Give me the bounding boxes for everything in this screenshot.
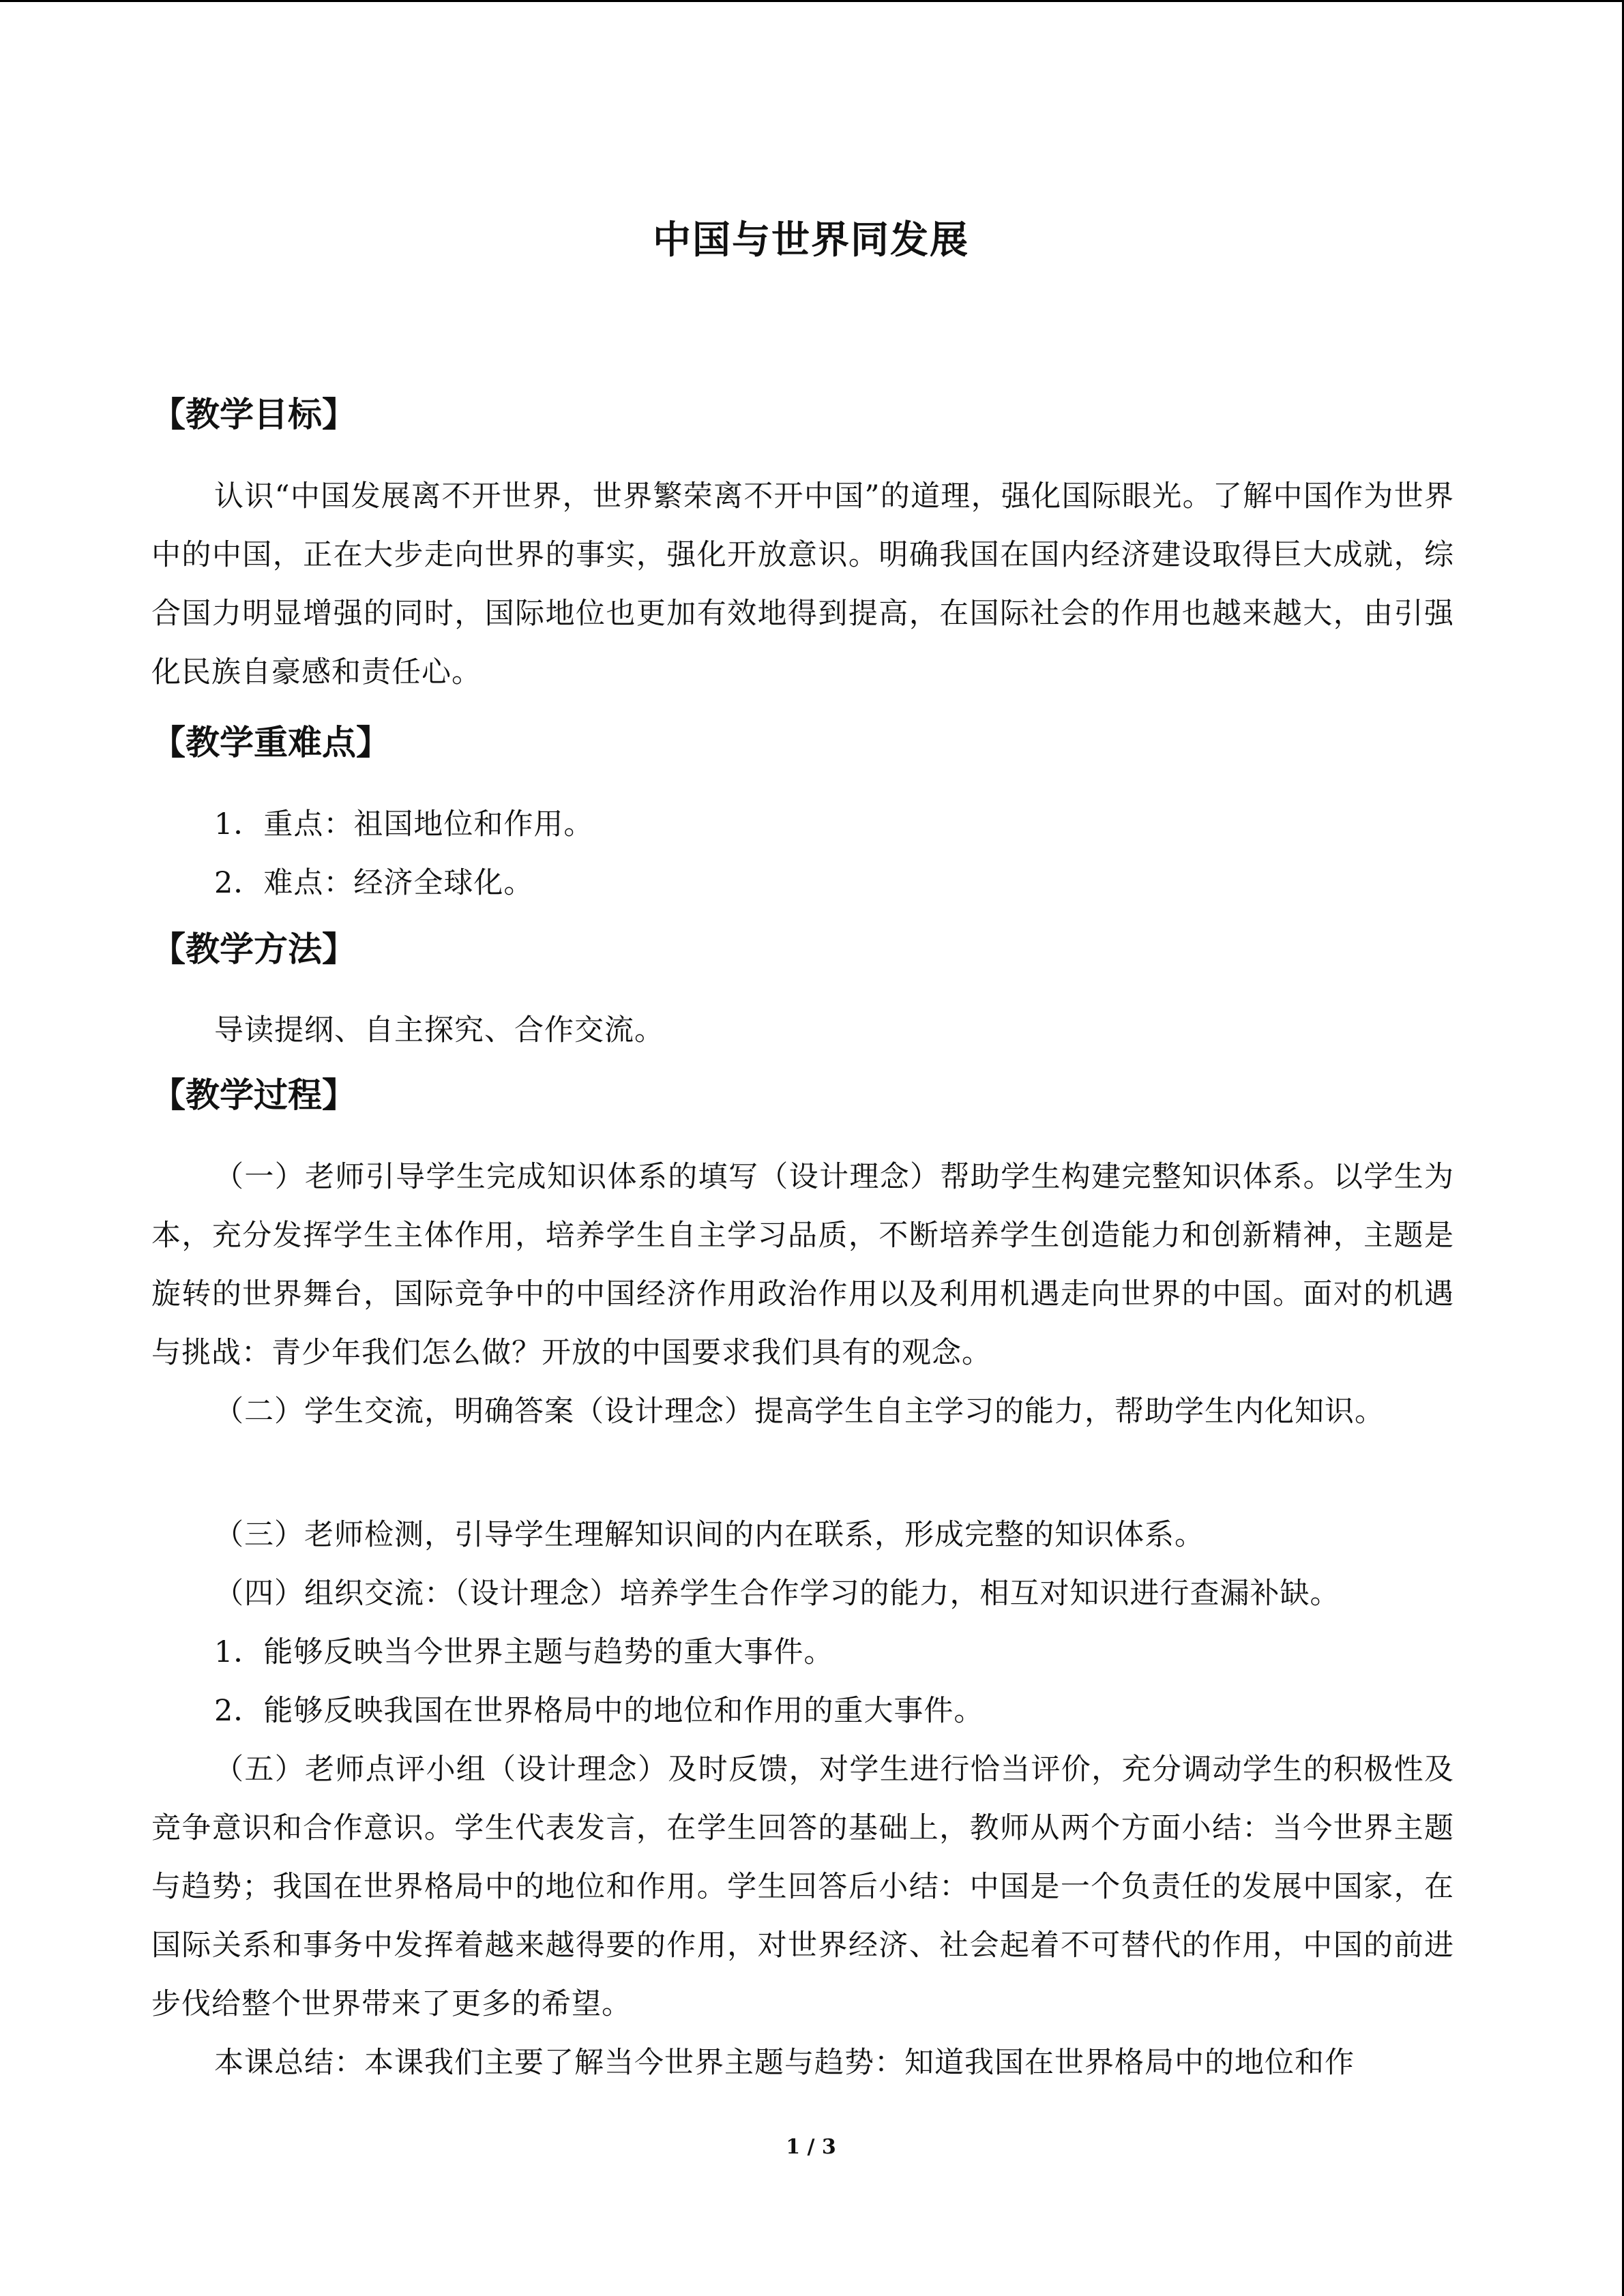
methods-text: 导读提纲、自主探究、合作交流。 [214, 1013, 664, 1047]
process-list-item-1: 1．能够反映当今世界主题与趋势的重大事件。 [214, 1635, 834, 1669]
document-title: 中国与世界同发展 [653, 218, 969, 263]
difficult-point-item: 2．难点：经济全球化。 [214, 866, 534, 900]
process-paragraph-4: （四）组织交流：（设计理念）培养学生合作学习的能力，相互对知识进行查漏补缺。 [214, 1577, 1340, 1611]
heading-key-points: 【教学重难点】 [151, 723, 390, 762]
heading-methods: 【教学方法】 [151, 929, 356, 969]
page-number: 1 / 3 [786, 2135, 836, 2159]
heading-objectives: 【教学目标】 [151, 395, 356, 434]
objectives-paragraph: 认识“中国发展离不开世界，世界繁荣离不开中国”的道理，强化国际眼光。了解中国作为世界中的中国，正在大步走向世界的事实，强化开放意识。明确我国在国内经济建设取得巨大成就，综合国力明显增强的同时，国际地位也更加有效地得到提高，在国际社会的作用也越来越大，由引强化民族自豪感和责任心。 [151, 479, 1454, 689]
process-paragraph-1: （一）老师引导学生完成知识体系的填写（设计理念）帮助学生构建完整知识体系。以学生为本，充分发挥学生主体作用，培养学生自主学习品质，不断培养学生创造能力和创新精神，主题是旋转的世界舞台，国际竞争中的中国经济作用政治作用以及利用机遇走向世界的中国。面对的机遇与挑战：青少年我们怎么做？开放的中国要求我们具有的观念。 [151, 1160, 1454, 1370]
process-paragraph-3: （三）老师检测，引导学生理解知识间的内在联系，形成完整的知识体系。 [214, 1518, 1205, 1552]
key-point-item: 1．重点：祖国地位和作用。 [214, 807, 594, 841]
process-list-item-2: 2．能够反映我国在世界格局中的地位和作用的重大事件。 [214, 1694, 984, 1728]
lesson-summary: 本课总结：本课我们主要了解当今世界主题与趋势：知道我国在世界格局中的地位和作 [214, 2046, 1355, 2080]
process-paragraph-2: （二）学生交流，明确答案（设计理念）提高学生自主学习的能力，帮助学生内化知识。 [214, 1395, 1385, 1429]
heading-process: 【教学过程】 [151, 1075, 356, 1115]
process-paragraph-5: （五）老师点评小组（设计理念）及时反馈，对学生进行恰当评价，充分调动学生的积极性及竞争意识和合作意识。学生代表发言，在学生回答的基础上，教师从两个方面小结：当今世界主题与趋势；我国在世界格局中的地位和作用。学生回答后小结：中国是一个负责任的发展中国家，在国际关系和事务中发挥着越来越得要的作用，对世界经济、社会起着不可替代的作用，中国的前进步伐给整个世界带来了更多的希望。 [151, 1753, 1454, 2021]
